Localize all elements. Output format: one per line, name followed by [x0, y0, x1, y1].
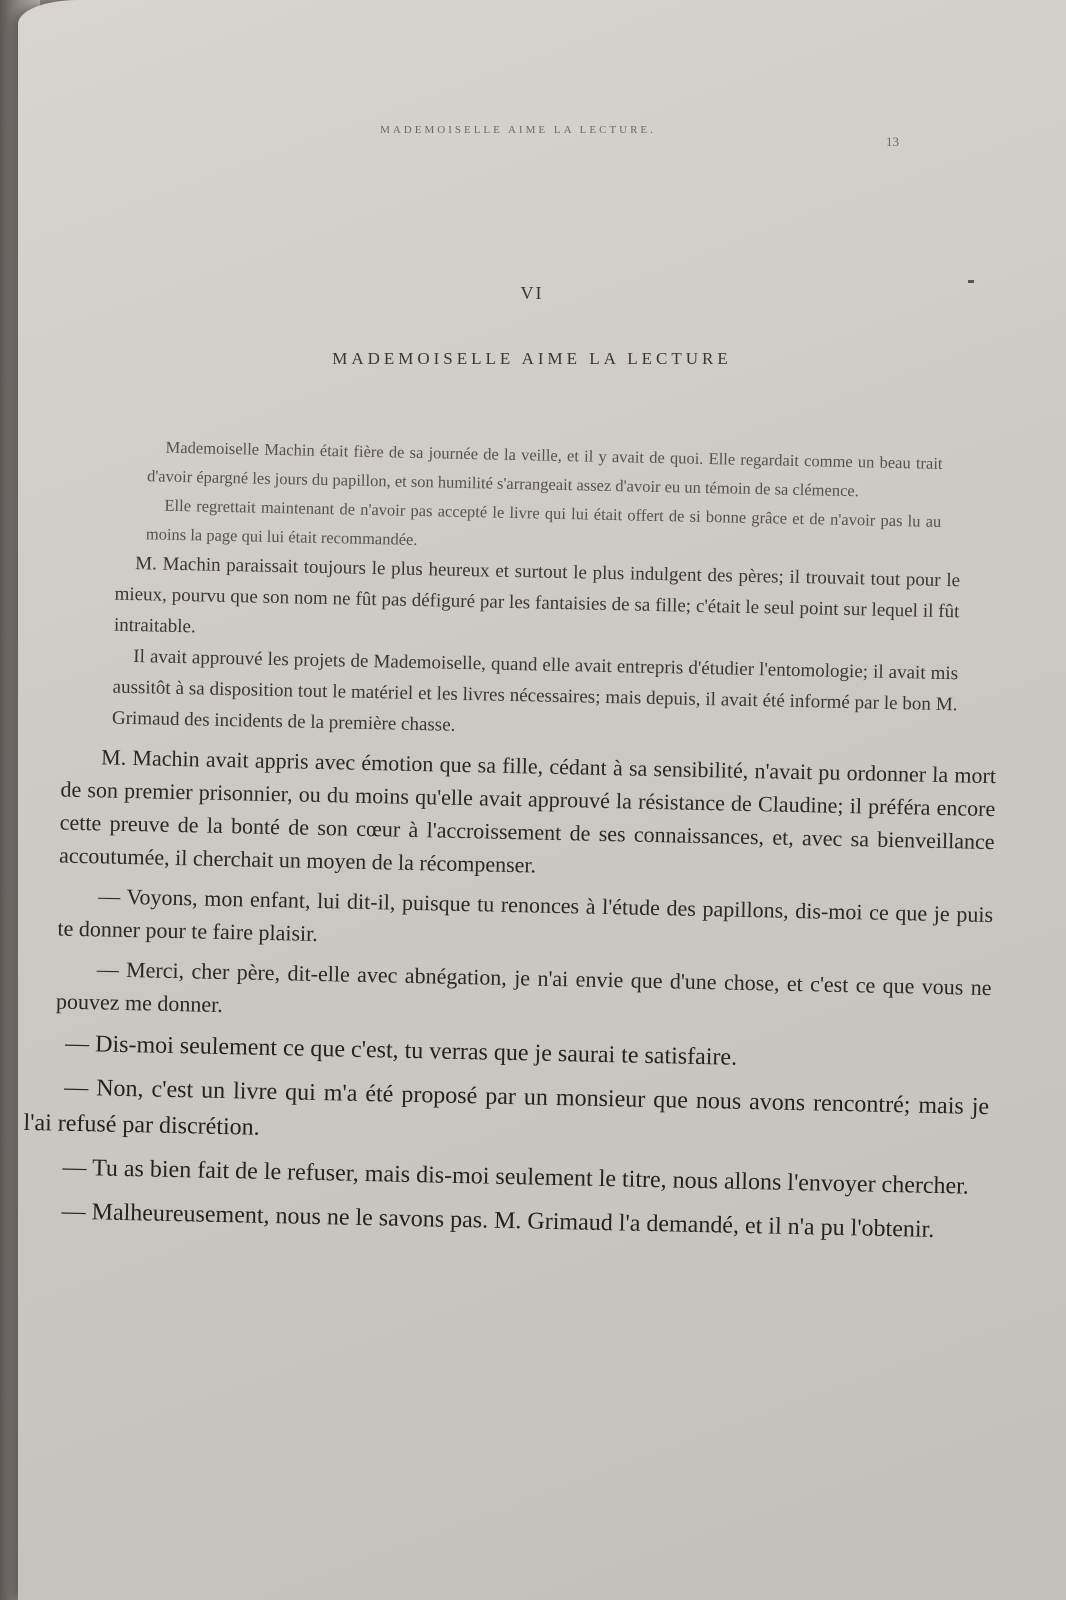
paragraph: Elle regrettait maintenant de n'avoir pas accepté le livre qui lui était offert de si bonne grâce et de n'avoir pas lu au moins la page qui lui était recommandée.	[145, 495, 942, 549]
paragraph: — Merci, cher père, dit-elle avec abnégation, je n'ai envie que d'une chose, et c'est ce que vous ne pouvez me donner.	[55, 956, 992, 1017]
paragraph: Mademoiselle Machin était fière de sa journée de la veille, et il y avait de quoi. Elle regardait comme un beau trait d'avoir épargné les jours du papillon, et son humilité s'arrangeait assez d'avoir eu un témoin de sa clémence.	[146, 437, 943, 501]
body-text	[21, 430, 1003, 1249]
running-head: MADEMOISELLE AIME LA LECTURE.	[380, 124, 656, 136]
chapter-title: MADEMOISELLE AIME LA LECTURE	[332, 349, 732, 368]
paragraph: M. Machin avait appris avec émotion que sa fille, cédant à sa sensibilité, n'avait pu ordonner la mort de son premier prisonnier, ou du moins qu'elle avait approuvé la résistance de Claudine; il préféra encore cette preuve de la bonté de son cœur à l'accroissement de ses connaissances, et, avec sa bienveillance accoutumée, il cherchait un moyen de la récompenser.	[58, 744, 997, 878]
paragraph: M. Machin paraissait toujours le plus heureux et surtout le plus indulgent des pères; il trouvait tout pour le mieux, pourvu que son nom ne fût pas défiguré par les fantaisies de sa fille; c'était le seul point sur lequel il fût intraitable.	[113, 553, 961, 638]
paragraph: Il avait approuvé les projets de Mademoiselle, quand elle avait entrepris d'étudier l'entomologie; il avait mis aussitôt à sa disposition tout le matériel et les livres nécessaires; mais depuis, il avait été informé par le bon M. Grimaud des incidents de la première chasse.	[111, 646, 959, 736]
ink-mark	[968, 280, 974, 283]
paragraph: — Dis-moi seulement ce que c'est, tu verras que je saurai te satisfaire.	[64, 1030, 738, 1071]
paragraph: — Tu as bien fait de le refuser, mais dis-moi seulement le titre, nous allons l'envoyer chercher.	[62, 1154, 970, 1200]
paragraph: — Voyons, mon enfant, lui dit-il, puisque tu renonces à l'étude des papillons, dis-moi ce que je puis te donner pour te faire plaisir.	[57, 883, 994, 946]
paragraph: — Malheureusement, nous ne le savons pas. M. Grimaud l'a demandé, et il n'a pu l'obtenir.	[61, 1198, 935, 1243]
paragraph: — Non, c'est un livre qui m'a été proposé par un monsieur que nous avons rencontré; mais je l'ai refusé par discrétion.	[23, 1074, 990, 1141]
page-number: 13	[886, 134, 899, 149]
book-page	[18, 0, 1066, 1600]
chapter-number: VI	[520, 283, 544, 303]
